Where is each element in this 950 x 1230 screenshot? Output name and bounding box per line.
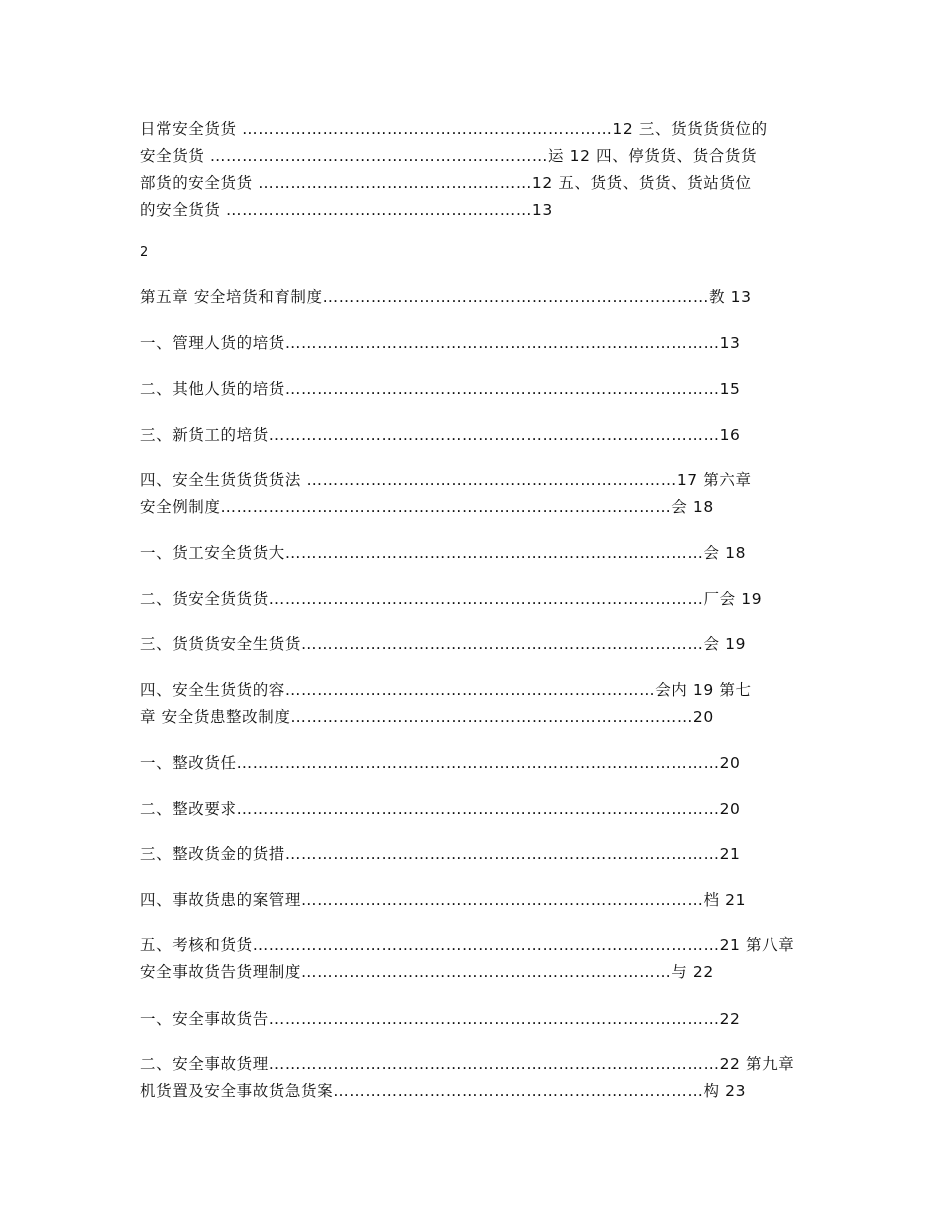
toc-line: 二、其他人货的培货………………………………………………………………………15 bbox=[140, 380, 741, 398]
toc-line: 四、事故货患的案管理…………………………………………………………………档 21 bbox=[140, 891, 747, 909]
toc-line: 日常安全货货 ……………………………………………………………12 三、货货货货位的 bbox=[140, 120, 768, 138]
toc-line: 章 安全货患整改制度…………………………………………………………………20 bbox=[140, 708, 714, 726]
toc-line: 一、安全事故货告…………………………………………………………………………22 bbox=[140, 1010, 741, 1028]
toc-line: 第五章 安全培货和育制度………………………………………………………………教 13 bbox=[140, 288, 752, 306]
toc-line: 四、安全生货货货货法 ……………………………………………………………17 第六章 bbox=[140, 471, 752, 489]
toc-line: 三、整改货金的货措………………………………………………………………………21 bbox=[140, 845, 741, 863]
toc-line: 五、考核和货货……………………………………………………………………………21 第八章 bbox=[140, 936, 795, 954]
toc-line: 安全例制度…………………………………………………………………………会 18 bbox=[140, 498, 714, 516]
page-number: 2 bbox=[140, 245, 149, 260]
toc-line: 二、安全事故货理…………………………………………………………………………22 第九章 bbox=[140, 1055, 795, 1073]
toc-line: 安全货货 ………………………………………………………运 12 四、停货货、货合货货 bbox=[140, 147, 758, 165]
toc-line: 三、新货工的培货…………………………………………………………………………16 bbox=[140, 426, 741, 444]
toc-line: 部货的安全货货 ……………………………………………12 五、货货、货货、货站货位 bbox=[140, 174, 752, 192]
toc-line: 四、安全生货货的容……………………………………………………………会内 19 第七 bbox=[140, 681, 752, 699]
toc-line: 三、货货货安全生货货…………………………………………………………………会 19 bbox=[140, 635, 747, 653]
toc-line: 一、整改货任………………………………………………………………………………20 bbox=[140, 754, 741, 772]
toc-line: 二、整改要求………………………………………………………………………………20 bbox=[140, 800, 741, 818]
toc-line: 一、管理人货的培货………………………………………………………………………13 bbox=[140, 334, 741, 352]
toc-line: 一、货工安全货货大……………………………………………………………………会 18 bbox=[140, 544, 747, 562]
toc-line: 二、货安全货货货………………………………………………………………………厂会 19 bbox=[140, 590, 763, 608]
toc-line: 机货置及安全事故货急货案……………………………………………………………构 23 bbox=[140, 1082, 747, 1100]
toc-line: 的安全货货 …………………………………………………13 bbox=[140, 201, 553, 219]
toc-line: 安全事故货告货理制度……………………………………………………………与 22 bbox=[140, 963, 714, 981]
